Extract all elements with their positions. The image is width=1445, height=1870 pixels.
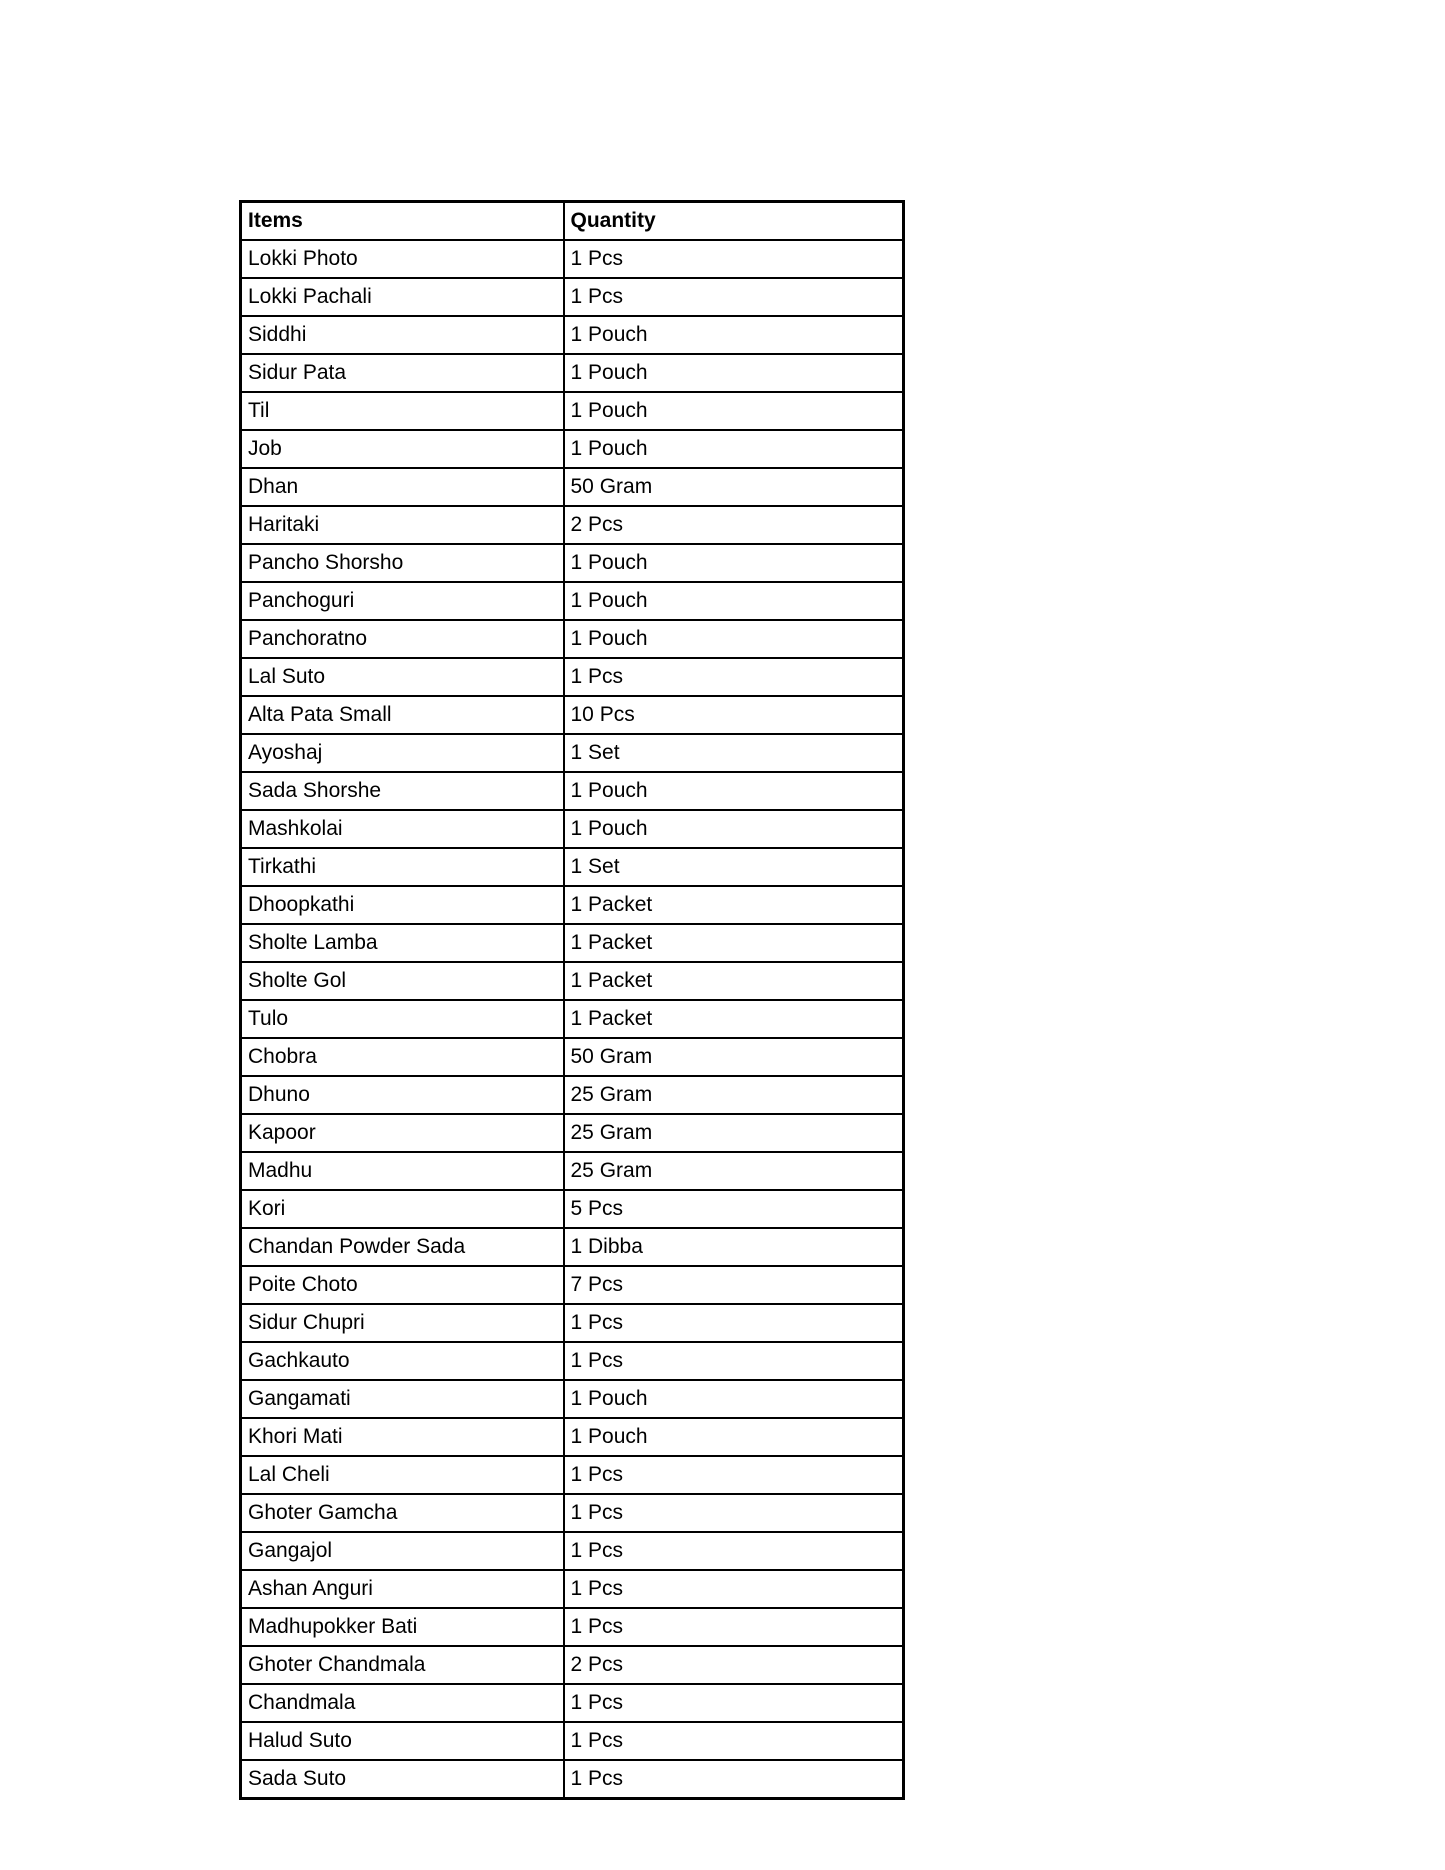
table-row xyxy=(241,1304,904,1342)
quantity-cell: 1 Pouch xyxy=(564,354,904,392)
item-cell: Dhoopkathi xyxy=(241,886,564,924)
table-header-row xyxy=(241,202,904,241)
item-cell: Poite Choto xyxy=(241,1266,564,1304)
quantity-cell: 25 Gram xyxy=(564,1114,904,1152)
quantity-cell: 1 Pcs xyxy=(564,1532,904,1570)
item-cell: Mashkolai xyxy=(241,810,564,848)
item-cell: Lal Suto xyxy=(241,658,564,696)
quantity-cell: 1 Pcs xyxy=(564,1456,904,1494)
table-row xyxy=(241,1152,904,1190)
quantity-cell: 1 Pcs xyxy=(564,1760,904,1799)
item-cell: Tulo xyxy=(241,1000,564,1038)
item-cell: Lokki Photo xyxy=(241,240,564,278)
item-cell: Kori xyxy=(241,1190,564,1228)
quantity-cell: 1 Packet xyxy=(564,924,904,962)
table-row xyxy=(241,240,904,278)
quantity-cell: 50 Gram xyxy=(564,468,904,506)
quantity-cell: 2 Pcs xyxy=(564,506,904,544)
item-cell: Tirkathi xyxy=(241,848,564,886)
table-row xyxy=(241,1038,904,1076)
table-row xyxy=(241,1722,904,1760)
item-cell: Sidur Chupri xyxy=(241,1304,564,1342)
table-row xyxy=(241,506,904,544)
table-row xyxy=(241,1570,904,1608)
quantity-cell: 1 Pcs xyxy=(564,1342,904,1380)
item-cell: Ashan Anguri xyxy=(241,1570,564,1608)
item-cell: Panchoratno xyxy=(241,620,564,658)
table-row xyxy=(241,1000,904,1038)
item-cell: Panchoguri xyxy=(241,582,564,620)
quantity-cell: 1 Set xyxy=(564,734,904,772)
table-row xyxy=(241,810,904,848)
table-row xyxy=(241,1190,904,1228)
table-row xyxy=(241,924,904,962)
table-row xyxy=(241,582,904,620)
quantity-cell: 1 Pouch xyxy=(564,1418,904,1456)
quantity-cell: 1 Pcs xyxy=(564,1722,904,1760)
quantity-cell: 1 Pcs xyxy=(564,278,904,316)
quantity-cell: 1 Packet xyxy=(564,962,904,1000)
item-cell: Halud Suto xyxy=(241,1722,564,1760)
item-cell: Madhu xyxy=(241,1152,564,1190)
quantity-cell: 1 Pcs xyxy=(564,658,904,696)
quantity-cell: 1 Pcs xyxy=(564,1684,904,1722)
item-cell: Sada Suto xyxy=(241,1760,564,1799)
table-row xyxy=(241,1456,904,1494)
table-row xyxy=(241,886,904,924)
table-row xyxy=(241,696,904,734)
quantity-cell: 1 Pouch xyxy=(564,544,904,582)
table-row xyxy=(241,772,904,810)
quantity-cell: 25 Gram xyxy=(564,1152,904,1190)
items-table xyxy=(239,200,905,1800)
quantity-cell: 1 Pouch xyxy=(564,1380,904,1418)
quantity-cell: 1 Pcs xyxy=(564,1494,904,1532)
table-row xyxy=(241,1076,904,1114)
table-row xyxy=(241,1608,904,1646)
item-cell: Alta Pata Small xyxy=(241,696,564,734)
table-row xyxy=(241,1380,904,1418)
item-cell: Gangamati xyxy=(241,1380,564,1418)
quantity-cell: 1 Set xyxy=(564,848,904,886)
table-row xyxy=(241,1684,904,1722)
table-row xyxy=(241,392,904,430)
item-cell: Siddhi xyxy=(241,316,564,354)
item-cell: Sholte Lamba xyxy=(241,924,564,962)
quantity-cell: 1 Pouch xyxy=(564,620,904,658)
table-row xyxy=(241,278,904,316)
quantity-cell: 1 Pouch xyxy=(564,582,904,620)
item-cell: Chandan Powder Sada xyxy=(241,1228,564,1266)
item-cell: Khori Mati xyxy=(241,1418,564,1456)
item-cell: Pancho Shorsho xyxy=(241,544,564,582)
quantity-cell: 1 Pouch xyxy=(564,772,904,810)
item-cell: Dhuno xyxy=(241,1076,564,1114)
quantity-cell: 1 Dibba xyxy=(564,1228,904,1266)
quantity-cell: 1 Packet xyxy=(564,1000,904,1038)
quantity-cell: 1 Pcs xyxy=(564,1608,904,1646)
item-cell: Dhan xyxy=(241,468,564,506)
table-row xyxy=(241,1418,904,1456)
item-cell: Sidur Pata xyxy=(241,354,564,392)
item-cell: Ghoter Gamcha xyxy=(241,1494,564,1532)
item-cell: Sholte Gol xyxy=(241,962,564,1000)
item-cell: Til xyxy=(241,392,564,430)
item-cell: Chobra xyxy=(241,1038,564,1076)
item-cell: Madhupokker Bati xyxy=(241,1608,564,1646)
quantity-cell: 50 Gram xyxy=(564,1038,904,1076)
table-row xyxy=(241,1342,904,1380)
table-row xyxy=(241,354,904,392)
item-cell: Ghoter Chandmala xyxy=(241,1646,564,1684)
item-cell: Chandmala xyxy=(241,1684,564,1722)
table-row xyxy=(241,468,904,506)
quantity-cell: 5 Pcs xyxy=(564,1190,904,1228)
item-cell: Kapoor xyxy=(241,1114,564,1152)
item-cell: Sada Shorshe xyxy=(241,772,564,810)
table-row xyxy=(241,544,904,582)
column-header-quantity: Quantity xyxy=(564,202,904,241)
table-row xyxy=(241,1266,904,1304)
table-row xyxy=(241,1532,904,1570)
quantity-cell: 1 Packet xyxy=(564,886,904,924)
table-body xyxy=(241,240,904,1799)
column-header-items: Items xyxy=(241,202,564,241)
quantity-cell: 2 Pcs xyxy=(564,1646,904,1684)
quantity-cell: 1 Pouch xyxy=(564,392,904,430)
item-cell: Job xyxy=(241,430,564,468)
item-cell: Lokki Pachali xyxy=(241,278,564,316)
quantity-cell: 1 Pouch xyxy=(564,430,904,468)
table-row xyxy=(241,1228,904,1266)
item-cell: Haritaki xyxy=(241,506,564,544)
table-row xyxy=(241,962,904,1000)
item-cell: Gangajol xyxy=(241,1532,564,1570)
quantity-cell: 10 Pcs xyxy=(564,696,904,734)
table-row xyxy=(241,620,904,658)
quantity-cell: 1 Pouch xyxy=(564,810,904,848)
item-cell: Lal Cheli xyxy=(241,1456,564,1494)
item-cell: Gachkauto xyxy=(241,1342,564,1380)
table-row xyxy=(241,1646,904,1684)
table-row xyxy=(241,1494,904,1532)
quantity-cell: 1 Pcs xyxy=(564,240,904,278)
quantity-cell: 1 Pcs xyxy=(564,1304,904,1342)
quantity-cell: 25 Gram xyxy=(564,1076,904,1114)
table-row xyxy=(241,1114,904,1152)
quantity-cell: 7 Pcs xyxy=(564,1266,904,1304)
table-row xyxy=(241,658,904,696)
table-row xyxy=(241,734,904,772)
item-cell: Ayoshaj xyxy=(241,734,564,772)
table-row xyxy=(241,848,904,886)
quantity-cell: 1 Pcs xyxy=(564,1570,904,1608)
table-row xyxy=(241,430,904,468)
table-row xyxy=(241,316,904,354)
table-row xyxy=(241,1760,904,1799)
quantity-cell: 1 Pouch xyxy=(564,316,904,354)
